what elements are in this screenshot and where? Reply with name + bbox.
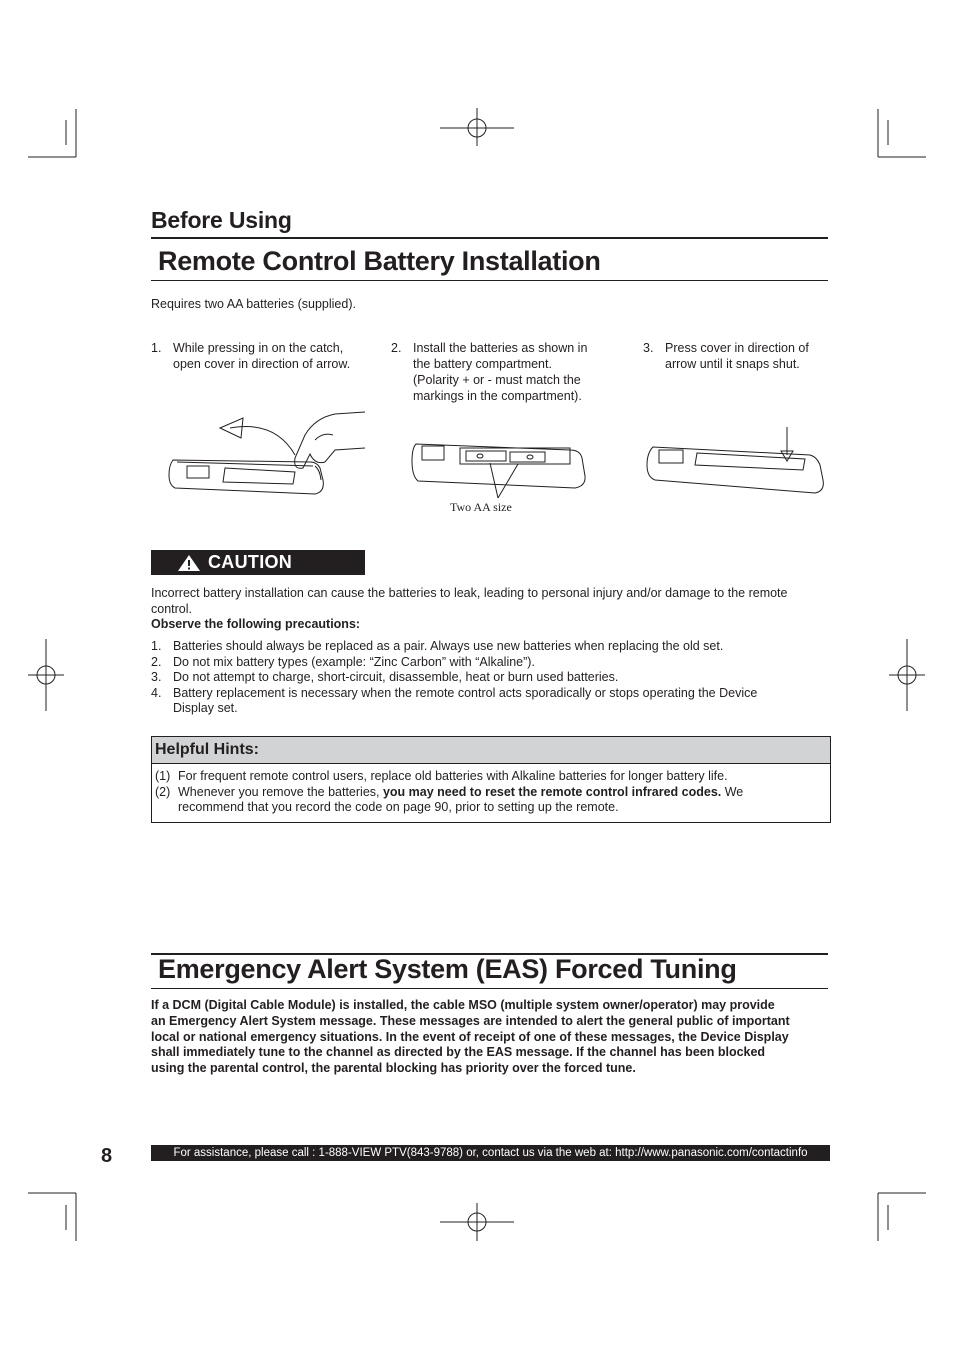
hint-item <box>155 769 826 785</box>
helpful-hints-box <box>151 736 831 823</box>
list-item <box>151 686 831 717</box>
arrow-curve <box>230 427 295 455</box>
step-line: open cover in direction of arrow. <box>173 357 351 371</box>
section-label: Before Using <box>151 207 292 233</box>
caution-banner <box>151 550 365 575</box>
hint-text: Whenever you remove the batteries, <box>178 784 383 799</box>
eas-line: shall immediately tune to the channel as directed by the EAS message. If the channel has been blocked <box>151 1045 766 1060</box>
battery-title: Remote Control Battery Installation <box>158 246 601 276</box>
step-number: 1. <box>151 341 162 355</box>
eas-body <box>151 998 833 1077</box>
hint-number: (1) <box>155 769 171 783</box>
step-number: 2. <box>391 341 402 355</box>
eas-line: an Emergency Alert System message. These messages are intended to alert the general public of important <box>151 1013 790 1028</box>
caution-intro-line: Incorrect battery installation can cause the batteries to leak, leading to personal injury and/or damage to the remote <box>151 586 788 600</box>
step-line: While pressing in on the catch, <box>173 341 344 355</box>
step-line: arrow until it snaps shut. <box>665 357 800 371</box>
hint-text: We <box>721 784 744 799</box>
hint-number: (2) <box>155 784 171 799</box>
hint-item <box>155 785 826 816</box>
eas-line: using the parental control, the parental blocking has priority over the forced tune. <box>151 1061 636 1076</box>
battery-step-1 <box>151 340 381 380</box>
step-line: markings in the compartment). <box>413 389 582 403</box>
hint-text: recommend that you record the code on page 90, prior to setting up the remote. <box>178 800 619 815</box>
item-number: 2. <box>151 654 162 669</box>
battery-requires: Requires two AA batteries (supplied). <box>151 297 356 311</box>
caution-observe: Observe the following precautions: <box>151 617 361 631</box>
item-number: 1. <box>151 639 162 653</box>
remote-close-cover-illustration <box>645 425 830 500</box>
list-item <box>151 670 831 686</box>
battery-step-3 <box>643 340 843 380</box>
assistance-bar: For assistance, please call : 1-888-VIEW PTV(843-9788) or, contact us via the web at: http://www.panasonic.com/contactinfo <box>151 1145 830 1161</box>
figure-label: Two AA size <box>450 500 512 514</box>
item-text: Display set. <box>173 701 238 716</box>
eas-title: Emergency Alert System (EAS) Forced Tuning <box>158 954 737 984</box>
eas-title-rule <box>151 988 828 989</box>
hint-text: For frequent remote control users, replace old batteries with Alkaline batteries for longer battery life. <box>178 769 728 783</box>
eas-line: If a DCM (Digital Cable Module) is installed, the cable MSO (multiple system owner/operator) may provide <box>151 998 775 1012</box>
page-number: 8 <box>101 1145 113 1167</box>
step-number: 3. <box>643 341 654 355</box>
item-text: Battery replacement is necessary when the remote control acts sporadically or stops operating the Device <box>173 685 758 700</box>
hint-text-bold: you may need to reset the remote control infrared codes. <box>382 784 722 799</box>
battery-title-rule <box>151 280 828 281</box>
item-text: Do not attempt to charge, short-circuit, disassemble, heat or burn used batteries. <box>173 670 619 685</box>
caution-intro <box>151 585 841 631</box>
item-number: 3. <box>151 670 162 685</box>
step-line: Install the batteries as shown in <box>413 341 588 355</box>
section-rule <box>151 237 828 239</box>
step-line: (Polarity + or - must match the <box>413 373 581 387</box>
caution-intro-line: control. <box>151 602 192 616</box>
step-line: the battery compartment. <box>413 357 552 371</box>
remote-open-cover-illustration <box>165 410 370 500</box>
warning-icon <box>177 554 201 572</box>
item-number: 4. <box>151 685 162 700</box>
list-item <box>151 639 831 655</box>
eas-line: local or national emergency situations. In the event of receipt of one of these messages, the Device Display <box>151 1029 789 1044</box>
list-item <box>151 655 831 671</box>
precautions-list <box>151 639 831 717</box>
item-text: Do not mix battery types (example: “Zinc Carbon” with “Alkaline”). <box>173 654 535 669</box>
caution-label: CAUTION <box>208 552 293 572</box>
battery-step-2 <box>391 340 621 410</box>
hints-title: Helpful Hints: <box>152 737 830 764</box>
item-text: Batteries should always be replaced as a pair. Always use new batteries when replacing the old set. <box>173 639 724 653</box>
step-line: Press cover in direction of <box>665 341 809 355</box>
